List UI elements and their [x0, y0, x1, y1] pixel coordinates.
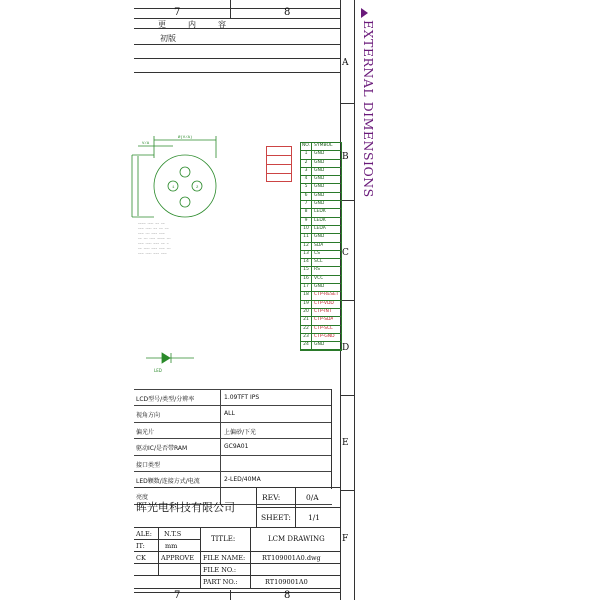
unit-value: mm — [165, 542, 178, 550]
pin-row — [301, 317, 341, 325]
header-col-divider — [230, 0, 231, 18]
column-number-8: 8 — [284, 7, 291, 18]
pin-symbol: LEDK — [314, 209, 326, 215]
pin-row — [301, 176, 341, 184]
svg-text:……… …… ……… ………: ……… …… ……… ……… — [138, 231, 165, 235]
pin-symbol: RS — [314, 267, 320, 273]
pin-number: 4 — [301, 176, 312, 183]
pin-row — [301, 243, 341, 251]
pin-number: 3 — [301, 168, 312, 175]
pin-symbol: LEDA — [314, 225, 326, 231]
pin-symbol: CS — [314, 250, 320, 256]
scale-label: ALE: — [136, 530, 152, 538]
pin-number: 21 — [301, 317, 312, 324]
spec-row — [134, 390, 332, 406]
unit-label: IT: — [136, 542, 145, 550]
pin-row — [301, 234, 341, 242]
spec-row — [134, 406, 332, 422]
pin-symbol: CTP-GND — [314, 333, 335, 339]
pin-symbol: VCC — [314, 275, 324, 281]
pin-symbol: GND — [314, 159, 325, 165]
spec-value: 1.09TFT IPS — [224, 394, 260, 401]
pin-number: 6 — [301, 193, 312, 200]
title-block-v4 — [200, 527, 201, 588]
pin-row — [301, 201, 341, 209]
svg-text:1: 1 — [172, 186, 175, 190]
company-name: 晖光电科技有限公司 — [136, 501, 235, 514]
spec-table-right-border — [331, 389, 332, 489]
scale-value: N.T.S — [164, 530, 182, 538]
pin-symbol: GND — [314, 184, 325, 190]
lcd-outline — [154, 155, 216, 217]
title-block-row4 — [134, 551, 340, 552]
spec-column-divider — [220, 390, 221, 405]
spec-value: GC9A01 — [224, 443, 249, 451]
spec-key: 视角方向 — [136, 412, 161, 420]
spec-row — [134, 472, 332, 488]
row-marker-c: C — [342, 248, 349, 258]
spec-column-divider — [220, 439, 221, 454]
pin-symbol: SDA — [314, 242, 324, 248]
svg-text:2: 2 — [196, 186, 199, 190]
title-label: TITLE: — [211, 535, 236, 543]
pin-symbol: GND — [314, 176, 325, 182]
pin-row — [301, 292, 341, 300]
file-name-value: RT109001A0.dwg — [262, 554, 321, 562]
frame-right-border-outer — [354, 0, 355, 600]
header-divider — [134, 8, 340, 9]
pin-header-symbol: SYMBOL — [314, 143, 333, 148]
pin-symbol: CTP-SCL — [314, 325, 333, 331]
pin-number: 12 — [301, 243, 312, 250]
spec-key: 驱动IC/是否带RAM — [136, 445, 188, 453]
pin-row — [301, 284, 341, 292]
footer-col-divider — [230, 590, 231, 600]
pin-number: 1 — [301, 151, 312, 158]
title-block-mid — [256, 507, 340, 508]
pin-symbol: GND — [314, 284, 325, 290]
spec-key: 接口类型 — [136, 461, 161, 469]
pin-row — [301, 193, 341, 201]
pin-symbol: CTP-RESET — [314, 292, 339, 298]
pin-number: 13 — [301, 251, 312, 258]
pin-number: 2 — [301, 160, 312, 167]
svg-text:……… ……… ……… ………: ……… ……… ……… ……… — [138, 251, 167, 255]
title-value: LCM DRAWING — [268, 535, 325, 543]
pin-symbol: CTP-INT — [314, 308, 332, 314]
title-block-row7 — [134, 588, 340, 589]
pin-row — [301, 259, 341, 267]
pin-symbol: LEDK — [314, 217, 326, 223]
side-title-text: EXTERNAL DIMENSIONS — [361, 20, 376, 198]
row-tick-ef — [340, 490, 354, 491]
pin-number: 20 — [301, 309, 312, 316]
pin-header-no: NO. — [301, 143, 312, 150]
pin-symbol: SCL — [314, 259, 323, 265]
title-block-row6 — [134, 575, 340, 576]
pin-number: 7 — [301, 201, 312, 208]
pin-row — [301, 184, 341, 192]
pin-number: 15 — [301, 267, 312, 274]
pin-row — [301, 151, 341, 159]
row-marker-d: D — [342, 343, 350, 353]
pin-symbol: CTP-VDD — [314, 300, 334, 306]
pin-number: 10 — [301, 226, 312, 233]
pin-number: 18 — [301, 292, 312, 299]
pin-row — [301, 334, 341, 342]
revision-row-line-3 — [134, 58, 340, 59]
pin-symbol: CTP-SDA — [314, 317, 334, 323]
pin-table — [300, 142, 342, 351]
part-no-label: PART NO.: — [203, 578, 238, 586]
revision-heading: 更 内 容 — [158, 20, 228, 29]
pin-symbol: GND — [314, 234, 325, 240]
revision-row-line-2 — [134, 44, 340, 45]
row-tick-bc — [340, 200, 354, 201]
row-tick-ab — [340, 103, 354, 104]
lcd-inner-circle-4 — [180, 197, 190, 207]
svg-text:……… ……… …… …… ……: ……… ……… …… …… …… — [138, 226, 169, 230]
spec-value: 2-LED/40MA — [224, 475, 261, 483]
sheet-label: SHEET: — [261, 513, 291, 522]
pin-symbol: GND — [314, 167, 325, 173]
pin-row — [301, 209, 341, 217]
spec-column-divider — [220, 456, 221, 471]
pin-table-body — [301, 151, 341, 350]
pin-row — [301, 342, 341, 350]
title-block-row3 — [134, 539, 200, 540]
title-block-row2 — [134, 527, 340, 528]
spec-value: ALL — [224, 410, 235, 418]
pin-row — [301, 267, 341, 275]
pin-row — [301, 309, 341, 317]
title-block-v3 — [158, 527, 159, 575]
row-marker-a: A — [342, 58, 349, 68]
pin-number: 16 — [301, 276, 312, 283]
led-circuit-diagram — [144, 346, 196, 376]
pin-number: 14 — [301, 259, 312, 266]
pin-row — [301, 218, 341, 226]
spec-key: 亮度 — [136, 494, 149, 502]
red-note-table — [266, 146, 292, 182]
pin-row — [301, 276, 341, 284]
round-lcd-drawing — [128, 128, 268, 268]
pin-row — [301, 160, 341, 168]
pin-number: 11 — [301, 234, 312, 241]
svg-text:V/A: V/A — [142, 142, 150, 146]
approve-label: APPROVE — [161, 554, 194, 562]
spec-column-divider — [220, 423, 221, 438]
spec-row — [134, 439, 332, 455]
side-title — [361, 20, 375, 240]
footer-column-7: 7 — [174, 590, 181, 601]
pin-number: 5 — [301, 184, 312, 191]
footer-divider — [134, 592, 340, 593]
spec-column-divider — [220, 472, 221, 487]
pin-row — [301, 301, 341, 309]
pin-table-header — [301, 143, 341, 151]
pin-number: 19 — [301, 301, 312, 308]
pin-row — [301, 251, 341, 259]
svg-text:…… …… ……… ………… ……: …… …… ……… ………… …… — [138, 236, 171, 240]
svg-text:LED: LED — [154, 368, 162, 373]
footer-column-8: 8 — [284, 590, 291, 601]
pin-number: 24 — [301, 342, 312, 349]
part-no-value: RT109001A0 — [265, 578, 308, 586]
svg-text:………… ……… …… ……: ………… ……… …… …… — [138, 221, 165, 225]
spec-key: 偏光片 — [136, 428, 155, 436]
row-tick-cd — [340, 300, 354, 301]
file-no-label: FILE NO.: — [203, 566, 237, 574]
lcd-inner-circle-1 — [180, 167, 190, 177]
spec-row — [134, 423, 332, 439]
file-name-label: FILE NAME: — [203, 554, 246, 562]
row-marker-b: B — [342, 152, 349, 162]
check-label: CK — [136, 554, 146, 562]
column-number-7: 7 — [174, 7, 181, 18]
pin-number: 23 — [301, 334, 312, 341]
pin-symbol: GND — [314, 201, 325, 207]
spec-key: LCD型号/类型/分辨率 — [136, 396, 195, 403]
row-tick-de — [340, 395, 354, 396]
rev-value: 0/A — [306, 493, 319, 502]
spec-row — [134, 456, 332, 472]
pin-symbol: GND — [314, 151, 325, 157]
side-arrow-icon — [361, 8, 368, 18]
pin-number: 22 — [301, 326, 312, 333]
rev-label: REV: — [262, 493, 281, 502]
title-block-top — [134, 487, 340, 488]
pin-symbol: GND — [314, 342, 325, 348]
revision-entry: 初版 — [160, 34, 176, 43]
spec-value: 上偏砂/下光 — [224, 428, 257, 436]
svg-text:…… ……… ……… ……… ……: …… ……… ……… ……… …… — [138, 246, 171, 250]
pin-row — [301, 168, 341, 176]
row-marker-e: E — [342, 438, 349, 448]
pin-row — [301, 226, 341, 234]
pin-row — [301, 326, 341, 334]
sheet-value: 1/1 — [308, 513, 321, 522]
row-marker-f: F — [342, 534, 349, 544]
svg-text:Ø(V/A): Ø(V/A) — [178, 136, 193, 140]
pin-number: 9 — [301, 218, 312, 225]
spec-key: LED颗数/连接方式/电流 — [136, 477, 200, 485]
revision-row-line-4 — [134, 72, 340, 73]
pin-number: 8 — [301, 209, 312, 216]
spec-column-divider — [220, 406, 221, 421]
pin-number: 17 — [301, 284, 312, 291]
title-block-v5 — [250, 527, 251, 588]
title-block-row5 — [134, 563, 340, 564]
pin-symbol: GND — [314, 192, 325, 198]
svg-text:……… ……… ……… …… …: ……… ……… ……… …… … — [138, 241, 169, 245]
